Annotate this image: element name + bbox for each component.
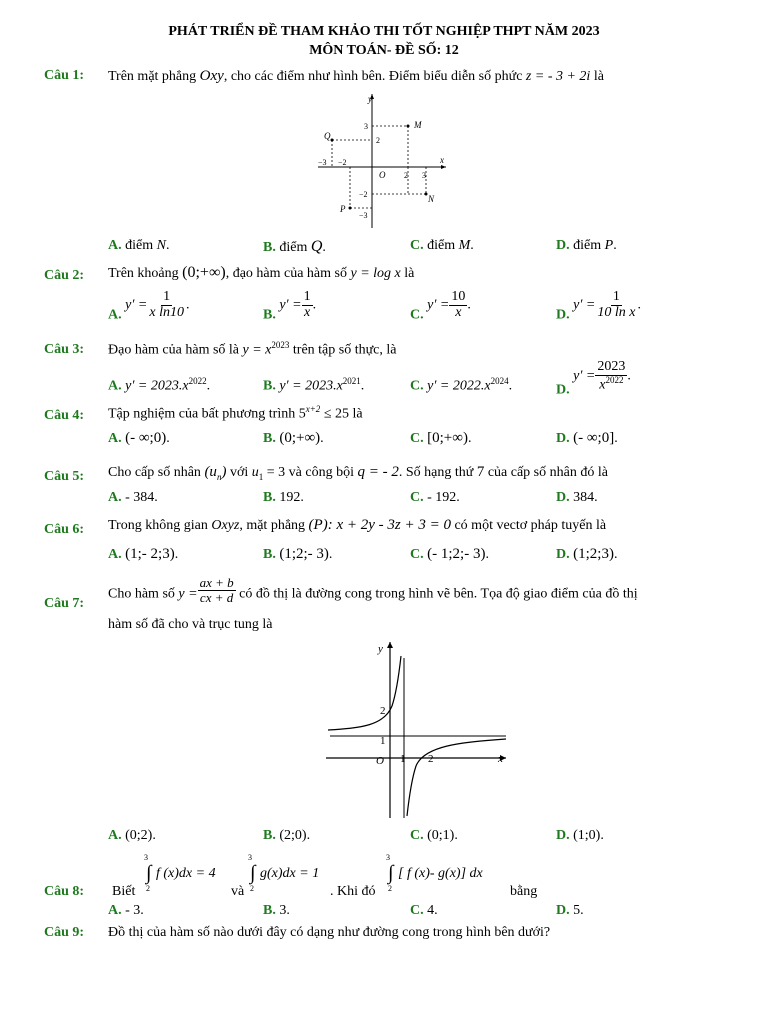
coordinate-plane-figure <box>312 88 452 230</box>
q7-option-d[interactable]: D. (1;0). <box>556 828 604 843</box>
svg-text:−2: −2 <box>359 190 368 199</box>
q7-option-a[interactable]: A. (0;2). <box>108 828 156 843</box>
q8-option-c[interactable]: C. 4. <box>410 903 438 918</box>
question-4-text: Tập nghiệm của bất phương trình $5^{x+2} \le 25$ là <box>108 404 363 422</box>
svg-text:1: 1 <box>400 753 406 765</box>
question-2: Câu 2: <box>44 268 85 283</box>
hyperbola-graph-figure <box>320 638 510 820</box>
q8-option-a[interactable]: A. - 3. <box>108 903 144 918</box>
point-m: M <box>414 120 422 130</box>
point-q: Q <box>324 131 331 141</box>
question-1 <box>44 68 84 84</box>
origin-label: O <box>376 755 384 767</box>
q4-option-c[interactable]: C. [0;+∞). <box>410 430 472 446</box>
header-subtitle: MÔN TOÁN- ĐỀ SỐ: 12 <box>309 43 459 58</box>
question-8: Câu 8: <box>44 884 85 899</box>
q4-option-a[interactable]: A. (- ∞;0). <box>108 430 170 446</box>
point-p: P <box>340 204 346 214</box>
q8-option-b[interactable]: B. 3. <box>263 903 290 918</box>
x-axis-label: x <box>498 753 503 765</box>
question-7: Câu 7: <box>44 596 85 611</box>
q2-option-b[interactable]: B. y′ = $\frac{1}{x}$ . <box>263 289 317 323</box>
header-title: PHÁT TRIỂN ĐỀ THAM KHẢO THI TỐT NGHIỆP THPT NĂM 2023 <box>168 24 600 39</box>
integral-sign-3: ∫ <box>388 862 394 884</box>
question-label: Câu 1: <box>44 68 85 83</box>
question-6-text: Trong không gian Oxyz, mặt phẳng (P): x + 2y - 3z + 3 = 0 có một vectơ pháp tuyến là <box>108 517 607 533</box>
integral-f: f (x)dx = 4 <box>156 866 216 881</box>
q1-option-a[interactable]: A. điểm N. <box>108 238 170 253</box>
q3-option-a[interactable]: A. $y' = 2023.x^{2022}$. <box>108 376 211 394</box>
q6-option-c[interactable]: C. (- 1;2;- 3). <box>410 546 489 562</box>
question-9: Câu 9: <box>44 925 85 940</box>
question-6: Câu 6: <box>44 522 85 537</box>
question-3-text: Đạo hàm của hàm số là $y = x^{2023}$ trên tập số thực, là <box>108 340 397 358</box>
svg-text:2: 2 <box>376 136 380 145</box>
q5-option-c[interactable]: C. - 192. <box>410 490 460 505</box>
q7-option-c[interactable]: C. (0;1). <box>410 828 458 843</box>
q1-option-b[interactable]: B. điểm Q. <box>263 238 326 255</box>
q2-option-c[interactable]: C. y′ = $\frac{10}{x}$ . <box>410 289 471 323</box>
svg-text:−3: −3 <box>318 158 327 167</box>
question-2-text: Trên khoảng (0;+∞), đạo hàm của hàm số y = log x là <box>108 264 415 281</box>
svg-text:−3: −3 <box>359 211 368 220</box>
question-1-text: Trên mặt phẳng Oxy, cho các điểm như hình bên. Điểm biểu diễn số phức z = - 3 + 2i là <box>108 68 604 84</box>
q1-option-c[interactable]: C. điểm M. <box>410 238 474 253</box>
q2-option-a[interactable]: A. y′ = $\frac{1}{\text{x ln10}}$ . <box>108 289 190 323</box>
exam-page: PHÁT TRIỂN ĐỀ THAM KHẢO THI TỐT NGHIỆP THPT NĂM 2023 MÔN TOÁN- ĐỀ SỐ: 12 Câu 1: Trên mặt phẳng Oxy, cho các điểm như hình bên. Điểm biểu diễn số phức z = - 3 + 2i là y x O Q M P N 3 2 −3 −2 2 3 −2 −3 A. điểm N. B. điểm Q. C. điểm M. D. điểm P. Câu 2: Trên khoảng (0;+∞), đạo hàm của hàm số y = log x là A. y′ = $\frac{1}{\text{x ln10}}$ . B. y′ = $\frac{1}{x}$ . C. y′ = $\frac{10}{x}$ . D. y′ = $\frac{1}{\text{10 ln x}}$ . Câu 3: Đạo hàm của hàm số là $y = x^{2023}$ trên tập số thực, là A. $y' = 2023.x^{2022}$. B. $y' = 2023.x^{2021}$. C. $y' = 2022.x^{2024}$. D. y′ = $\frac{2023}{x^{2022}}$ . Câu 4: Tập nghiệm của bất phương trình $5^{x+2} \le 25$ là A. (- ∞;0). B. (0;+∞). C. [0;+∞). D. (- ∞;0]. Câu 5: Cho cấp số nhân $(u_n)$ với $u_1 = 3$ và công bội q = - 2. Số hạng thứ 7 của cấp số nhân đó là A. - 384. B. 192. C. - 192. D. 384. Câu 6: Trong không gian Oxyz, mặt phẳng (P): x + 2y - 3z + 3 = 0 có một vectơ pháp tuyến là A. (1;- 2;3). B. (1;2;- 3). C. (- 1;2;- 3). D. (1;2;3). Câu 7: Cho hàm số y = $\frac{ax + b}{cx + d}$ có đồ thị là đường cong trong hình vẽ bên. Tọa độ giao điểm của đồ thị hàm số đã cho và trục tung là y x O 1 2 1 2 A. (0;2). B. (2;0). C. (0;1). D. (1;0). Câu 8: Biết 3 2 ∫ f (x)dx = 4 và 3 2 ∫ g(x)dx = 1 . Khi đó 3 2 ∫ [ f (x)- g(x)] dx bằng A. - 3. B. 3. C. 4. D. 5. Câu 9: Đồ thị của hàm số nào dưới đây có dạng như đường cong trong hình bên dưới? <box>0 0 768 1024</box>
q7-option-b[interactable]: B. (2;0). <box>263 828 311 843</box>
question-4: Câu 4: <box>44 408 85 423</box>
svg-text:2: 2 <box>428 753 434 765</box>
question-7-text-line2: hàm số đã cho và trục tung là <box>108 617 273 632</box>
svg-text:3: 3 <box>364 122 368 131</box>
svg-text:1: 1 <box>380 735 386 747</box>
q6-option-a[interactable]: A. (1;- 2;3). <box>108 546 179 562</box>
q4-option-b[interactable]: B. (0;+∞). <box>263 430 324 446</box>
svg-text:2: 2 <box>404 171 408 180</box>
q6-option-b[interactable]: B. (1;2;- 3). <box>263 546 333 562</box>
question-9-text: Đồ thị của hàm số nào dưới đây có dạng như đường cong trong hình bên dưới? <box>108 925 551 940</box>
x-axis-label: x <box>440 155 444 165</box>
point-n: N <box>428 194 435 204</box>
q8-option-d[interactable]: D. 5. <box>556 903 584 918</box>
y-axis-label: y <box>378 643 383 655</box>
question-8-intro: Biết <box>112 884 136 899</box>
svg-text:−2: −2 <box>338 158 347 167</box>
origin-label: O <box>379 170 386 180</box>
svg-text:3: 3 <box>422 171 426 180</box>
q3-option-d[interactable]: D. y′ = $\frac{2023}{x^{2022}}$ . <box>556 359 631 398</box>
integral-g: g(x)dx = 1 <box>260 866 320 881</box>
q3-option-b[interactable]: B. $y' = 2023.x^{2021}$. <box>263 376 365 394</box>
integral-sign-2: ∫ <box>250 862 256 884</box>
question-5-text: Cho cấp số nhân $(u_n)$ với $u_1 = 3$ và công bội q = - 2. Số hạng thứ 7 của cấp số nhân đó là <box>108 464 608 482</box>
q2-option-d[interactable]: D. y′ = $\frac{1}{\text{10 ln x}}$ . <box>556 289 641 323</box>
question-5: Câu 5: <box>44 469 85 484</box>
question-7-text: Cho hàm số y = $\frac{ax + b}{cx + d}$ có đồ thị là đường cong trong hình vẽ bên. Tọa độ giao điểm của đồ thị <box>108 575 638 605</box>
question-3: Câu 3: <box>44 342 85 357</box>
q5-option-b[interactable]: B. 192. <box>263 490 304 505</box>
q5-option-a[interactable]: A. - 384. <box>108 490 158 505</box>
integral-difference: [ f (x)- g(x)] dx <box>398 866 483 881</box>
q6-option-d[interactable]: D. (1;2;3). <box>556 546 618 562</box>
q3-option-c[interactable]: C. $y' = 2022.x^{2024}$. <box>410 376 513 394</box>
integral-sign-1: ∫ <box>146 862 152 884</box>
y-axis-label: y <box>368 94 372 104</box>
svg-text:2: 2 <box>380 705 386 717</box>
q1-option-d[interactable]: D. điểm P. <box>556 238 617 253</box>
q4-option-d[interactable]: D. (- ∞;0]. <box>556 430 618 446</box>
q5-option-d[interactable]: D. 384. <box>556 490 598 505</box>
